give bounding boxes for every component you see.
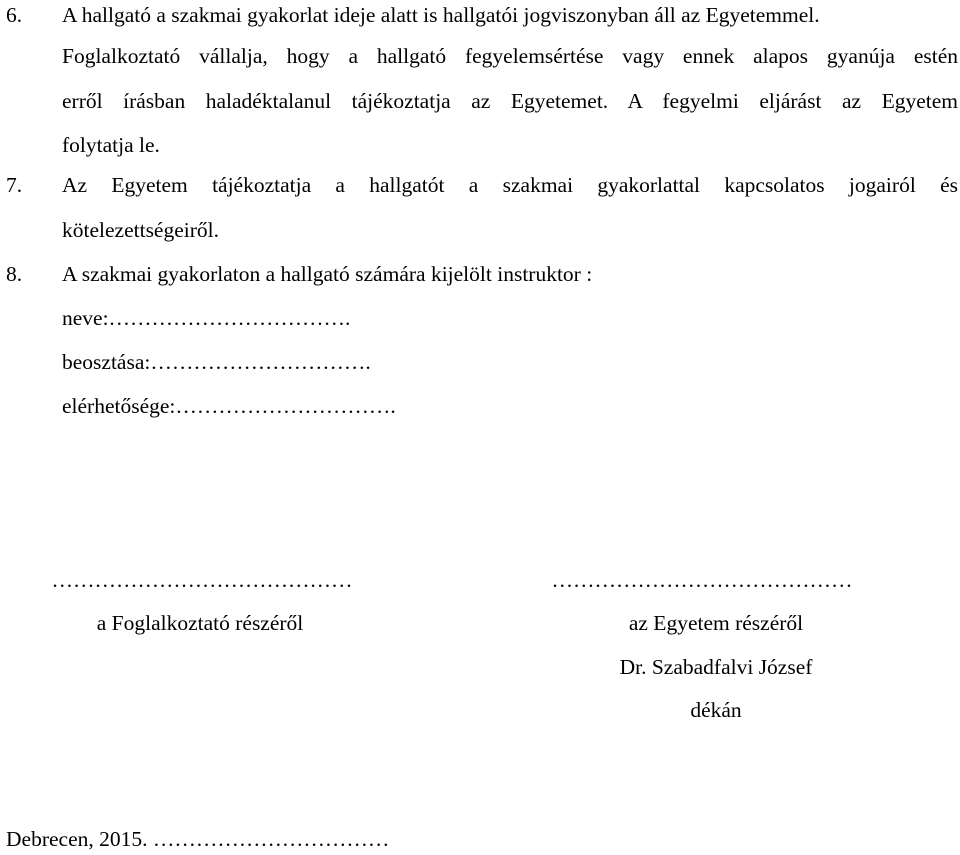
- item-6-line-4: folytatja le.: [62, 133, 160, 157]
- signature-label-left: a Foglalkoztató részéről: [96, 611, 304, 635]
- instructor-name-field: neve:…………………………….: [62, 306, 351, 330]
- item-6-line-3: erről írásban haladéktalanul tájékoztatja az Egyetemet. A fegyelmi eljárást az Egyetem: [62, 89, 958, 113]
- signature-line-right: ……………………………………: [551, 568, 853, 592]
- signatory-name: Dr. Szabadfalvi József: [619, 655, 813, 679]
- signature-label-right: az Egyetem részéről: [628, 611, 804, 635]
- item-7-line-1: Az Egyetem tájékoztatja a hallgatót a szakmai gyakorlattal kapcsolatos jogairól és: [62, 173, 958, 197]
- item-number: 6.: [6, 3, 23, 27]
- item-number: 7.: [6, 173, 23, 197]
- place-date-line: Debrecen, 2015. ……………………………: [6, 827, 390, 851]
- instructor-contact-field: elérhetősége:………………………….: [62, 394, 396, 418]
- instructor-position-field: beosztása:………………………….: [62, 350, 371, 374]
- item-6-line-2: Foglalkoztató vállalja, hogy a hallgató fegyelemsértése vagy ennek alapos gyanúja estén: [62, 44, 958, 68]
- signatory-title: dékán: [690, 698, 742, 722]
- signature-line-left: ……………………………………: [51, 568, 353, 592]
- item-number: 8.: [6, 262, 23, 286]
- item-7-line-2: kötelezettségeiről.: [62, 218, 219, 242]
- item-6-line-1: A hallgató a szakmai gyakorlat ideje alatt is hallgatói jogviszonyban áll az Egyetemmel.: [62, 3, 820, 27]
- item-8-line-1: A szakmai gyakorlaton a hallgató számára kijelölt instruktor :: [62, 262, 593, 286]
